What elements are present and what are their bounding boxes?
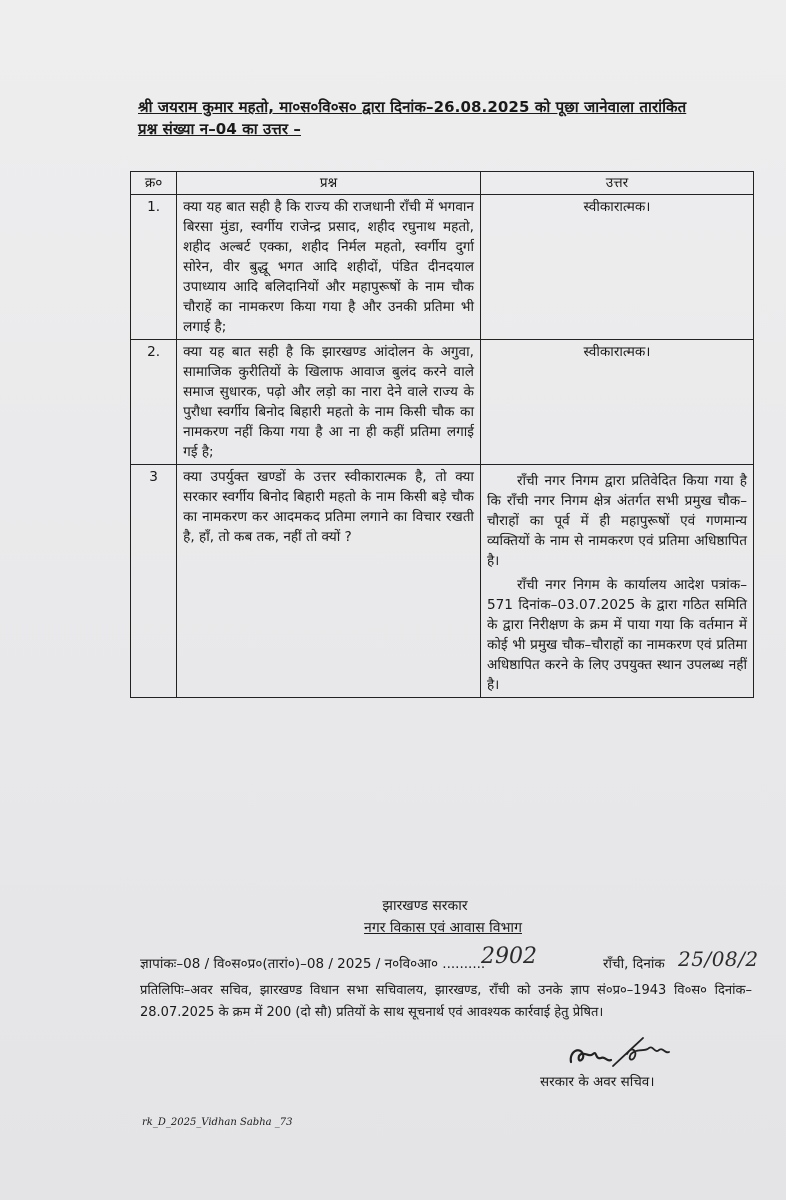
city-date-label: राँची, दिनांक (603, 956, 665, 972)
handwritten-date: 25/08/2 (678, 947, 759, 971)
question-answer-table (130, 171, 754, 698)
row-3-question: क्या उपर्युक्त खण्डों के उत्तर स्वीकारात्मक है, तो क्या सरकार स्वर्गीय बिनोद बिहारी महतो के नाम किसी बड़े चौक का नामकरण कर आदमकद प्रतिमा लगाने का विचार रखती है, हाँ, तो कब तक, नहीं तो क्यों ? (177, 465, 481, 698)
row-1-number: 1. (131, 195, 177, 340)
department-name: नगर विकास एवं आवास विभाग (364, 920, 522, 936)
header-question: प्रश्न (177, 172, 481, 195)
table-row (131, 465, 754, 698)
row-3-answer (480, 465, 753, 698)
header-answer: उत्तर (480, 172, 753, 195)
table-row (131, 195, 754, 340)
table-row (131, 340, 754, 465)
row-1-question: क्या यह बात सही है कि राज्य की राजधानी राँची में भगवान बिरसा मुंडा, स्वर्गीय राजेन्द्र प्रसाद, शहीद रघुनाथ महतो, शहीद अल्बर्ट एक्का, शहीद निर्मल महतो, स्वर्गीय दुर्गा सोरेन, वीर बुद्धू भगत आदि शहीदों, पंडित दीनदयाल उपाध्याय आदि बलिदानियों और महापुरूषों के नाम चौक चौराहें का नामकरण किया गया है और उनकी प्रतिमा भी लगाई है; (177, 195, 481, 340)
row-3-number: 3 (131, 465, 177, 698)
heading-line-1: श्री जयराम कुमार महतो, मा०स०वि०स० द्वारा दिनांक–26.08.2025 को पूछा जानेवाला तारांकित (138, 98, 687, 116)
table-header-row (131, 172, 754, 195)
signatory-title: सरकार के अवर सचिव। (540, 1074, 655, 1090)
government-name: झारखण्ड सरकार (382, 898, 468, 914)
document-heading (138, 96, 758, 140)
row-3-answer-paragraph-1: राँची नगर निगम द्वारा प्रतिवेदित किया गया है कि राँची नगर निगम क्षेत्र अंतर्गत सभी प्रमुख चौक–चौराहों का पूर्व में ही महापुरूषों एवं गणमान्य व्यक्तियों के नाम से नामकरण एवं प्रतिमा अधिष्ठापित है। (486, 473, 747, 569)
heading-line-2: प्रश्न संख्या न–04 का उत्तर – (138, 120, 301, 138)
header-serial: क्र० (131, 172, 177, 195)
row-1-answer: स्वीकारात्मक। (480, 195, 753, 340)
signature-icon (565, 1032, 675, 1077)
handwritten-memo-number: 2902 (481, 944, 537, 969)
row-3-answer-paragraph-2: राँची नगर निगम के कार्यालय आदेश पत्रांक–571 दिनांक–03.07.2025 के द्वारा गठित समिति के द्वारा निरीक्षण के क्रम में पाया गया कि वर्तमान में कोई भी प्रमुख चौक–चौराहों का नामकरण एवं प्रतिमा अधिष्ठापित करने के लिए उपयुक्त स्थान उपलब्ध नहीं है। (486, 577, 747, 693)
row-2-question: क्या यह बात सही है कि झारखण्ड आंदोलन के अगुवा, सामाजिक कुरीतियों के खिलाफ आवाज बुलंद करने वाले समाज सुधारक, पढ़ो और लड़ो का नारा देने वाले राज्य के पुरौधा स्वर्गीय बिनोद बिहारी महतो के नाम किसी चौक का नामकरण नहीं किया गया है आ ना ही कहीं प्रतिमा लगाई गई है; (177, 340, 481, 465)
memo-reference: ज्ञापांकः–08 / वि०स०प्र०(तारां०)–08 / 2025 / न०वि०आ० .......... (140, 956, 486, 972)
copy-to-paragraph: प्रतिलिपिः–अवर सचिव, झारखण्ड विधान सभा सचिवालय, झारखण्ड, राँची को उनके ज्ञाप सं०प्र०–1943 वि०स० दिनांक–28.07.2025 के क्रम में 200 (दो सौ) प्रतियों के साथ सूचनार्थ एवं आवश्यक कार्रवाई हेतु प्रेषित। (140, 983, 752, 1020)
row-2-number: 2. (131, 340, 177, 465)
footer-reference: rk_D_2025_Vidhan Sabha _73 (142, 1117, 293, 1128)
row-2-answer: स्वीकारात्मक। (480, 340, 753, 465)
